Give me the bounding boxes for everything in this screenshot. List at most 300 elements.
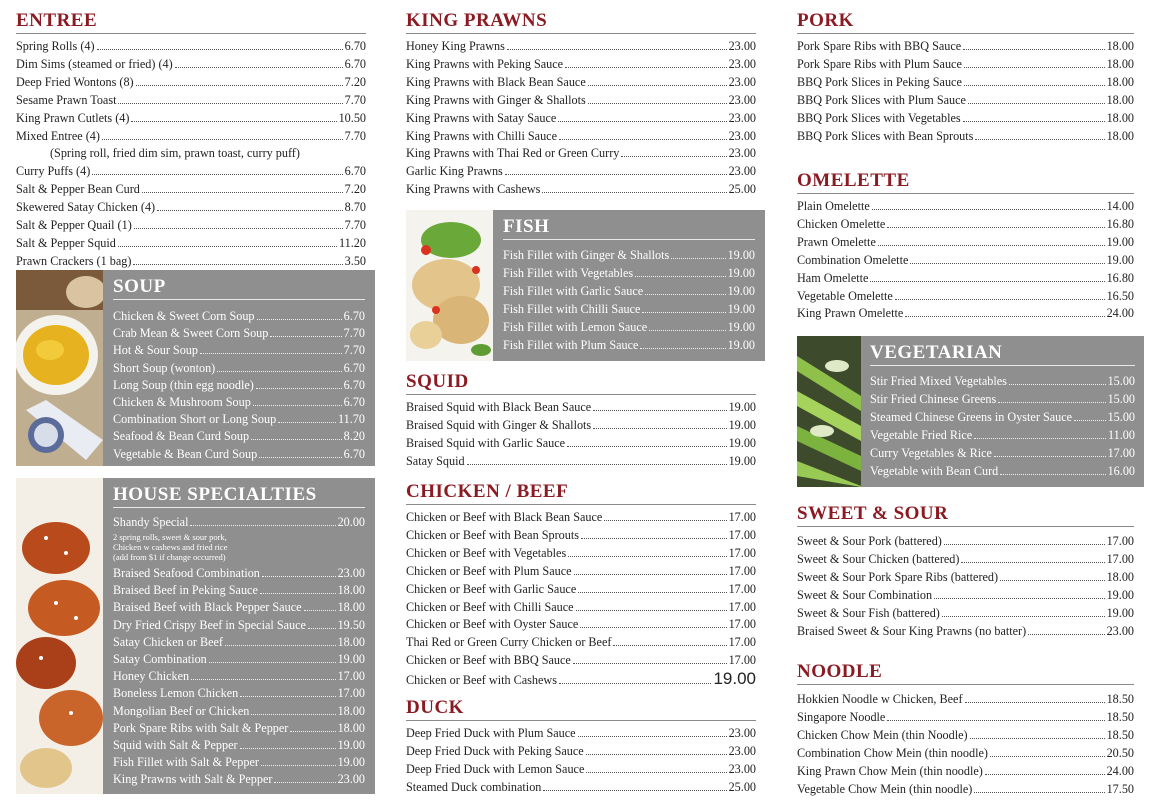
leader-dots xyxy=(1000,474,1105,475)
leader-dots xyxy=(934,598,1105,599)
leader-dots xyxy=(274,782,335,783)
leader-dots xyxy=(593,428,726,429)
leader-dots xyxy=(270,336,341,337)
item-name: Braised Squid with Garlic Sauce xyxy=(406,435,566,450)
fish-title: FISH xyxy=(503,216,755,240)
leader-dots xyxy=(640,348,725,349)
noodle-title: NOODLE xyxy=(797,661,1134,685)
fish-photo xyxy=(406,210,493,361)
item-name: Chicken or Beef with Plum Sauce xyxy=(406,563,572,578)
item-name: Singapore Noodle xyxy=(797,709,886,724)
menu-item xyxy=(113,685,365,702)
item-price: 18.00 xyxy=(337,720,365,735)
leader-dots xyxy=(142,192,343,193)
item-price: 17.00 xyxy=(728,581,756,596)
item-name: Honey King Prawns xyxy=(406,39,505,53)
sweet-sour-title: SWEET & SOUR xyxy=(797,503,1134,527)
item-name: Squid with Salt & Pepper xyxy=(113,737,238,752)
item-name: Braised Seafood Combination xyxy=(113,565,260,580)
item-name: Pork Spare Ribs with Plum Sauce xyxy=(797,56,962,71)
item-name: Chicken or Beef with Garlic Sauce xyxy=(406,581,577,596)
item-name: Chicken or Beef with Cashews xyxy=(406,673,557,688)
leader-dots xyxy=(1028,634,1104,635)
leader-dots xyxy=(278,422,336,423)
item-name: King Prawns with Thai Red or Green Curry xyxy=(406,146,620,161)
leader-dots xyxy=(304,610,336,611)
leader-dots xyxy=(878,245,1105,246)
item-name: Fish Fillet with Ginger & Shallots xyxy=(503,248,670,262)
menu-item xyxy=(113,771,365,788)
leader-dots xyxy=(964,67,1105,68)
leader-dots xyxy=(308,628,336,629)
item-price: 6.70 xyxy=(344,164,366,179)
menu-item xyxy=(870,427,1135,445)
house-first xyxy=(113,514,365,532)
leader-dots xyxy=(191,679,335,680)
item-price: 6.70 xyxy=(343,377,365,392)
vegetarian-photo xyxy=(797,336,861,487)
leader-dots xyxy=(887,227,1104,228)
item-price: 18.50 xyxy=(1106,692,1134,706)
leader-dots xyxy=(190,525,335,526)
entree-title: ENTREE xyxy=(16,10,366,34)
menu-item xyxy=(113,428,365,445)
item-name: Curry Puffs (4) xyxy=(16,164,91,179)
item-price: 17.00 xyxy=(728,545,756,560)
item-price: 17.00 xyxy=(337,686,365,701)
leader-dots xyxy=(580,627,726,628)
item-name: Fish Fillet with Vegetables xyxy=(503,265,634,280)
menu-item xyxy=(113,703,365,720)
item-price: 17.00 xyxy=(728,599,756,614)
item-price: 19.00 xyxy=(713,669,756,689)
item-name: Satay Combination xyxy=(113,651,207,666)
item-price: 16.80 xyxy=(1106,270,1134,285)
item-name: King Prawns with Ginger & Shallots xyxy=(406,92,586,107)
item-name: Vegetable Fried Rice xyxy=(870,427,973,442)
menu-item xyxy=(16,199,366,217)
menu-item xyxy=(406,599,756,617)
squid-list xyxy=(406,399,756,471)
leader-dots xyxy=(645,294,725,295)
leader-dots xyxy=(944,544,1105,545)
item-name: King Prawn Chow Mein (thin noodle) xyxy=(797,763,983,778)
leader-dots xyxy=(262,576,336,577)
item-price: 11.00 xyxy=(1108,427,1135,442)
item-price: 16.50 xyxy=(1106,288,1134,303)
item-name: Deep Fried Duck with Lemon Sauce xyxy=(406,761,585,776)
menu-item xyxy=(406,128,756,146)
menu-item xyxy=(797,691,1134,709)
item-price: 3.50 xyxy=(344,253,366,268)
item-name: Sweet & Sour Combination xyxy=(797,587,933,602)
menu-item xyxy=(797,709,1134,727)
menu-item xyxy=(113,754,365,771)
pork-title: PORK xyxy=(797,10,1134,34)
item-name: Salt & Pepper Quail (1) xyxy=(16,218,132,233)
leader-dots xyxy=(217,371,341,372)
menu-item xyxy=(406,743,756,761)
leader-dots xyxy=(604,520,726,521)
leader-dots xyxy=(649,330,725,331)
menu-item xyxy=(113,720,365,737)
item-name: Plain Omelette xyxy=(797,199,870,213)
item-name: Fish Fillet with Plum Sauce xyxy=(503,337,639,352)
leader-dots xyxy=(887,720,1104,721)
soup-photo xyxy=(16,270,103,466)
item-name: Braised Squid with Ginger & Shallots xyxy=(406,417,592,432)
menu-item xyxy=(797,216,1134,234)
menu-item xyxy=(406,652,756,670)
item-price: 19.00 xyxy=(728,453,756,468)
leader-dots xyxy=(118,246,337,247)
menu-item xyxy=(797,623,1134,641)
chicken-beef-list xyxy=(406,509,756,670)
item-price: 17.00 xyxy=(728,510,756,524)
item-name: King Prawns with Salt & Pepper xyxy=(113,772,273,787)
item-name: Braised Squid with Black Bean Sauce xyxy=(406,400,592,414)
item-name: Prawn Omelette xyxy=(797,234,876,249)
menu-item xyxy=(503,247,755,265)
item-price: 11.70 xyxy=(338,412,365,427)
item-price: 7.70 xyxy=(344,128,366,143)
leader-dots xyxy=(200,353,342,354)
menu-item xyxy=(797,727,1134,745)
item-price: 18.00 xyxy=(337,583,365,598)
menu-item xyxy=(113,737,365,754)
menu-item xyxy=(406,163,756,181)
item-price: 17.00 xyxy=(728,527,756,542)
menu-item xyxy=(113,411,365,428)
leader-dots xyxy=(505,174,727,175)
leader-dots xyxy=(131,121,336,122)
item-name: Braised Beef in Peking Sauce xyxy=(113,583,258,598)
menu-item xyxy=(406,56,756,74)
leader-dots xyxy=(257,319,342,320)
item-name: Chicken Chow Mein (thin Noodle) xyxy=(797,727,968,742)
item-price: 25.00 xyxy=(728,182,756,197)
item-name: Stir Fried Chinese Greens xyxy=(870,391,997,406)
item-price: 19.00 xyxy=(1106,605,1134,620)
menu-item xyxy=(113,325,365,342)
item-name: Vegetable & Bean Curd Soup xyxy=(113,446,258,461)
menu-item xyxy=(797,56,1134,74)
item-name: Chicken Omelette xyxy=(797,216,886,231)
item-name: Fish Fillet with Chilli Sauce xyxy=(503,301,641,316)
leader-dots xyxy=(1009,384,1106,385)
item-price: 23.00 xyxy=(728,39,756,53)
item-name: Mixed Entree (4) xyxy=(16,128,100,143)
item-price: 17.00 xyxy=(728,563,756,578)
menu-item xyxy=(503,301,755,319)
leader-dots xyxy=(613,645,726,646)
leader-dots xyxy=(558,121,726,122)
leader-dots xyxy=(998,402,1105,403)
item-price: 19.00 xyxy=(337,651,365,666)
leader-dots xyxy=(260,593,336,594)
item-price: 18.50 xyxy=(1106,709,1134,724)
item-name: King Prawns with Satay Sauce xyxy=(406,110,557,125)
item-name: Sweet & Sour Pork Spare Ribs (battered) xyxy=(797,569,999,584)
item-price: 18.00 xyxy=(337,703,365,718)
menu-item xyxy=(16,163,366,181)
leader-dots xyxy=(574,574,727,575)
item-price: 20.00 xyxy=(337,515,365,529)
leader-dots xyxy=(942,616,1105,617)
menu-item xyxy=(797,605,1134,623)
menu-item xyxy=(16,92,366,110)
item-name: BBQ Pork Slices in Peking Sauce xyxy=(797,74,962,89)
item-name: Thai Red or Green Curry Chicken or Beef xyxy=(406,635,612,650)
king-prawns-section xyxy=(406,10,756,199)
menu-item xyxy=(797,128,1134,146)
item-price: 23.00 xyxy=(728,743,756,758)
item-name: King Prawns with Peking Sauce xyxy=(406,56,564,71)
item-name: Dim Sims (steamed or fried) (4) xyxy=(16,56,173,71)
item-price: 18.00 xyxy=(1106,110,1134,125)
item-name: King Prawn Omelette xyxy=(797,306,904,321)
item-name: Fish Fillet with Garlic Sauce xyxy=(503,283,644,298)
item-price: 8.20 xyxy=(343,429,365,444)
menu-item xyxy=(870,463,1135,481)
item-price: 24.00 xyxy=(1106,306,1134,321)
item-name: BBQ Pork Slices with Vegetables xyxy=(797,110,961,125)
entree-list-2 xyxy=(16,163,366,270)
menu-item xyxy=(406,634,756,652)
item-price: 6.70 xyxy=(343,395,365,410)
item-price: 18.00 xyxy=(1106,56,1134,71)
item-price: 6.70 xyxy=(343,446,365,461)
item-price: 16.00 xyxy=(1107,463,1135,478)
item-name: Braised Beef with Black Pepper Sauce xyxy=(113,600,302,615)
chicken-beef-title: CHICKEN / BEEF xyxy=(406,481,756,505)
shandy-desc-3: (add from $1 if change occurred) xyxy=(113,551,226,562)
leader-dots xyxy=(225,645,336,646)
menu-item xyxy=(406,453,756,471)
leader-dots xyxy=(586,772,726,773)
menu-item xyxy=(113,617,365,634)
item-price: 19.00 xyxy=(727,248,755,262)
omelette-section xyxy=(797,170,1134,323)
item-price: 23.00 xyxy=(728,726,756,740)
menu-item xyxy=(797,533,1134,551)
menu-item xyxy=(16,56,366,74)
menu-item xyxy=(797,288,1134,306)
item-name: Honey Chicken xyxy=(113,669,190,684)
item-name: Skewered Satay Chicken (4) xyxy=(16,200,156,215)
item-name: Pork Spare Ribs with Salt & Pepper xyxy=(113,720,289,735)
item-name: Combination Omelette xyxy=(797,252,909,267)
noodle-section xyxy=(797,661,1134,798)
menu-item xyxy=(406,670,756,690)
item-price: 19.00 xyxy=(1106,234,1134,249)
menu-item xyxy=(113,377,365,394)
item-name: Fish Fillet with Lemon Sauce xyxy=(503,319,648,334)
item-price: 23.00 xyxy=(728,164,756,179)
item-price: 19.00 xyxy=(727,301,755,316)
menu-item xyxy=(797,74,1134,92)
menu-item xyxy=(406,435,756,453)
menu-item xyxy=(406,779,756,797)
item-price: 23.00 xyxy=(1106,623,1134,638)
menu-item xyxy=(113,514,365,532)
leader-dots xyxy=(133,264,342,265)
leader-dots xyxy=(261,765,336,766)
leader-dots xyxy=(994,456,1106,457)
menu-item xyxy=(406,581,756,599)
item-price: 19.00 xyxy=(727,319,755,334)
menu-item xyxy=(406,38,756,56)
leader-dots xyxy=(963,49,1104,50)
leader-dots xyxy=(565,67,727,68)
leader-dots xyxy=(642,312,725,313)
leader-dots xyxy=(872,209,1105,210)
menu-item xyxy=(870,373,1135,391)
menu-item xyxy=(113,360,365,377)
item-price: 19.00 xyxy=(337,755,365,770)
menu-item xyxy=(797,198,1134,216)
item-name: Pork Spare Ribs with BBQ Sauce xyxy=(797,39,962,53)
leader-dots xyxy=(118,103,342,104)
leader-dots xyxy=(671,258,725,259)
item-price: 7.70 xyxy=(344,218,366,233)
item-price: 25.00 xyxy=(728,779,756,794)
leader-dots xyxy=(251,439,342,440)
soup-title: SOUP xyxy=(113,276,365,300)
item-price: 6.70 xyxy=(344,56,366,71)
leader-dots xyxy=(251,714,335,715)
item-price: 19.00 xyxy=(728,435,756,450)
item-price: 14.00 xyxy=(1106,199,1134,213)
menu-item xyxy=(113,651,365,668)
house-panel xyxy=(103,478,375,794)
menu-item xyxy=(797,110,1134,128)
item-name: Hot & Sour Soup xyxy=(113,343,198,358)
house-photo xyxy=(16,478,103,794)
item-name: Prawn Crackers (1 bag) xyxy=(16,253,132,268)
item-price: 15.00 xyxy=(1107,374,1135,388)
item-price: 17.00 xyxy=(728,653,756,668)
leader-dots xyxy=(970,738,1105,739)
menu-item xyxy=(797,763,1134,781)
leader-dots xyxy=(1074,420,1106,421)
squid-section xyxy=(406,371,756,471)
item-price: 6.70 xyxy=(343,309,365,323)
leader-dots xyxy=(559,139,727,140)
menu-item xyxy=(406,145,756,163)
menu-item xyxy=(16,253,366,271)
item-name: Chicken & Mushroom Soup xyxy=(113,395,251,410)
item-name: Vegetable with Bean Curd xyxy=(870,463,999,478)
leader-dots xyxy=(134,228,343,229)
item-name: Braised Sweet & Sour King Prawns (no batter) xyxy=(797,623,1027,638)
item-name: Ham Omelette xyxy=(797,270,869,285)
item-price: 18.00 xyxy=(1106,569,1134,584)
item-price: 17.00 xyxy=(1106,534,1134,548)
item-name: Sweet & Sour Pork (battered) xyxy=(797,534,942,548)
item-price: 19.00 xyxy=(727,265,755,280)
leader-dots xyxy=(588,85,727,86)
menu-item xyxy=(797,745,1134,763)
leader-dots xyxy=(961,562,1104,563)
menu-item xyxy=(797,305,1134,323)
item-price: 7.70 xyxy=(343,326,365,341)
leader-dots xyxy=(578,592,726,593)
item-name: Seafood & Bean Curd Soup xyxy=(113,429,250,444)
soup-list xyxy=(113,308,365,463)
item-name: Chicken or Beef with Vegetables xyxy=(406,545,567,560)
fish-list xyxy=(503,247,755,354)
item-price: 18.00 xyxy=(1106,92,1134,107)
item-price: 19.00 xyxy=(727,283,755,298)
item-name: Sesame Prawn Toast xyxy=(16,92,117,107)
item-name: Chicken or Beef with Black Bean Sauce xyxy=(406,510,603,524)
item-name: Steamed Chinese Greens in Oyster Sauce xyxy=(870,409,1073,424)
item-price: 20.50 xyxy=(1106,745,1134,760)
menu-item xyxy=(797,92,1134,110)
house-list xyxy=(113,565,365,789)
leader-dots xyxy=(905,316,1104,317)
item-price: 18.00 xyxy=(337,634,365,649)
leader-dots xyxy=(542,192,726,193)
leader-dots xyxy=(567,446,726,447)
item-price: 7.20 xyxy=(344,74,366,89)
leader-dots xyxy=(136,85,343,86)
item-price: 15.00 xyxy=(1107,391,1135,406)
item-price: 19.00 xyxy=(727,337,755,352)
leader-dots xyxy=(588,103,727,104)
menu-item xyxy=(406,545,756,563)
noodle-list xyxy=(797,691,1134,798)
menu-item xyxy=(503,319,755,337)
leader-dots xyxy=(974,438,1106,439)
item-price: 8.70 xyxy=(344,200,366,215)
item-name: Deep Fried Duck with Plum Sauce xyxy=(406,726,576,740)
menu-item xyxy=(870,445,1135,463)
item-price: 23.00 xyxy=(337,772,365,787)
leader-dots xyxy=(559,683,711,684)
sweet-sour-list xyxy=(797,533,1134,640)
item-name: Sweet & Sour Chicken (battered) xyxy=(797,551,960,566)
item-price: 23.00 xyxy=(728,146,756,161)
leader-dots xyxy=(573,663,727,664)
item-price: 23.00 xyxy=(728,56,756,71)
menu-item xyxy=(113,582,365,599)
entree-list xyxy=(16,38,366,145)
item-name: Deep Fried Duck with Peking Sauce xyxy=(406,743,584,758)
item-price: 19.00 xyxy=(337,737,365,752)
chicken-beef-section xyxy=(406,481,756,690)
item-price: 23.00 xyxy=(728,110,756,125)
leader-dots xyxy=(175,67,343,68)
item-name: Garlic King Prawns xyxy=(406,164,503,179)
item-price: 7.70 xyxy=(344,92,366,107)
menu-item xyxy=(113,308,365,325)
item-name: Chicken or Beef with BBQ Sauce xyxy=(406,653,571,668)
item-name: Steamed Duck combination xyxy=(406,779,542,794)
menu-item xyxy=(113,394,365,411)
leader-dots xyxy=(975,139,1104,140)
item-name: Crab Mean & Sweet Corn Soup xyxy=(113,326,269,341)
leader-dots xyxy=(621,156,726,157)
fish-panel xyxy=(493,210,765,361)
leader-dots xyxy=(97,49,343,50)
omelette-title: OMELETTE xyxy=(797,170,1134,194)
leader-dots xyxy=(576,610,727,611)
item-price: 18.00 xyxy=(337,600,365,615)
menu-item xyxy=(870,391,1135,409)
item-name: Shandy Special xyxy=(113,515,189,529)
